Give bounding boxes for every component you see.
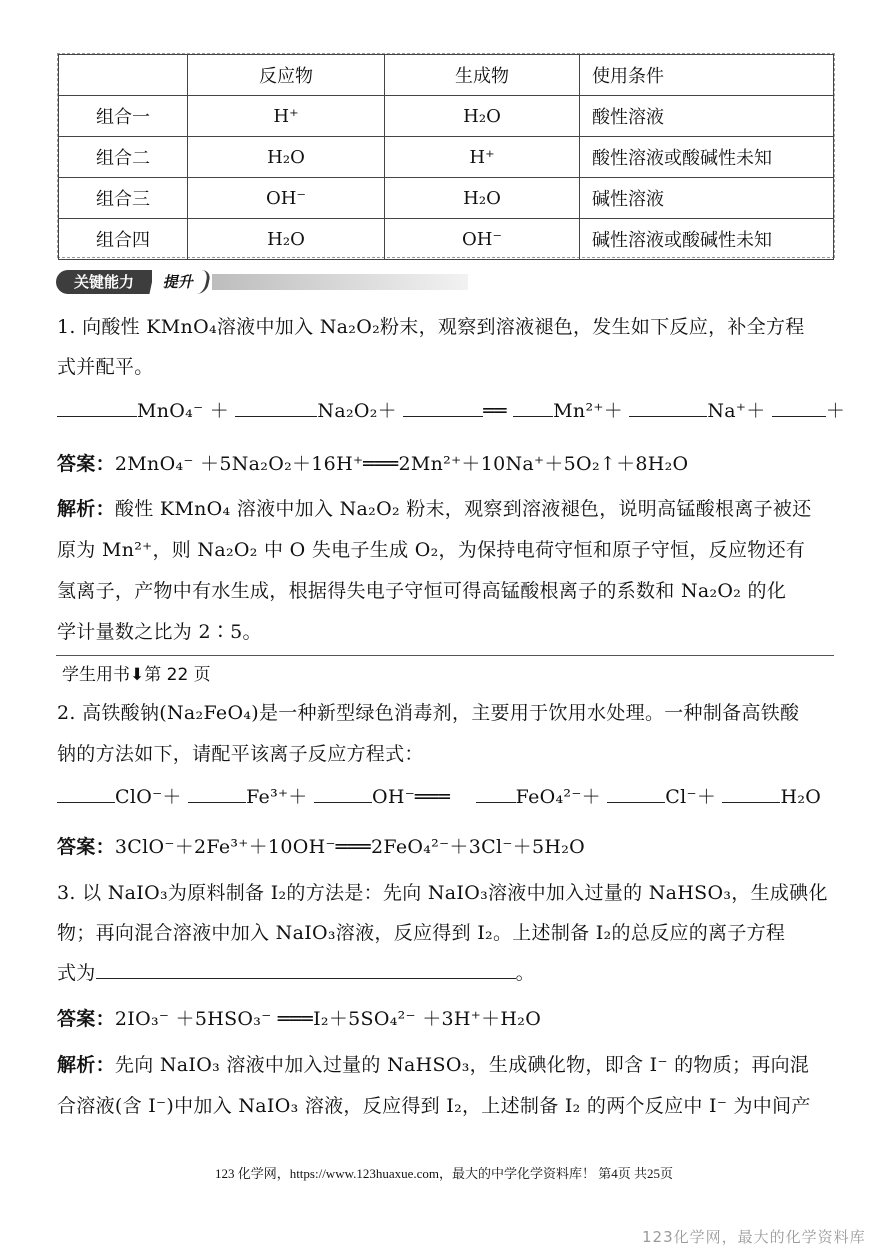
- answer-blank[interactable]: [629, 398, 707, 417]
- analysis-label: 解析：: [57, 1054, 115, 1076]
- q2-eq-term: Cl⁻＋: [665, 786, 717, 808]
- answer-equation: 2IO₃⁻ ＋5HSO₃⁻ ═══I₂＋5SO₄²⁻ ＋3H⁺＋H₂O: [114, 1008, 542, 1030]
- q1-eq-term: Mn²⁺＋: [553, 400, 623, 422]
- answer-blank[interactable]: [476, 784, 516, 803]
- table-header-cell: 生成物: [385, 55, 580, 96]
- answer-blank[interactable]: [96, 960, 516, 979]
- q3-answer: [57, 1006, 541, 1032]
- q1-analysis-line: 氢离子，产物中有水生成，根据得失电子守恒可得高锰酸根离子的系数和 Na₂O₂ 的化: [57, 580, 787, 602]
- combination-name: 组合二: [59, 137, 188, 178]
- reactant-cell: OH⁻: [188, 178, 385, 219]
- table-row: [59, 219, 834, 260]
- answer-blank[interactable]: [772, 398, 826, 417]
- answer-equation: 3ClO⁻＋2Fe³⁺＋10OH⁻═══2FeO₄²⁻＋3Cl⁻＋5H₂O: [114, 836, 586, 858]
- answer-blank[interactable]: [513, 398, 553, 417]
- section-banner: [56, 270, 416, 294]
- q3-analysis-line: 合溶液(含 I⁻)中加入 NaIO₃ 溶液，反应得到 I₂，上述制备 I₂ 的两个反应中 I⁻ 为中间产: [57, 1095, 811, 1117]
- q1-analysis-line: 原为 Mn²⁺，则 Na₂O₂ 中 O 失电子生成 O₂，为保持电荷守恒和原子守恒，反应物还有: [57, 539, 806, 561]
- analysis-text: 酸性 KMnO₄ 溶液中加入 Na₂O₂ 粉末，观察到溶液褪色，说明高锰酸根离子被还: [114, 498, 812, 520]
- table-row: [59, 96, 834, 137]
- product-cell: H⁺: [385, 137, 580, 178]
- reactant-cell: H₂O: [188, 137, 385, 178]
- product-cell: H₂O: [385, 96, 580, 137]
- answer-label: 答案：: [57, 1008, 115, 1030]
- answer-label: 答案：: [57, 836, 115, 858]
- answer-blank[interactable]: [607, 784, 665, 803]
- answer-blank[interactable]: [57, 398, 137, 417]
- q1-text-line2: 式并配平。: [57, 356, 154, 378]
- q3-text-line1: 3. 以 NaIO₃为原料制备 I₂的方法是：先向 NaIO₃溶液中加入过量的 NaHSO₃，生成碘化: [57, 882, 828, 904]
- reactant-cell: H⁺: [188, 96, 385, 137]
- student-book-reference: 学生用书⬇第 22 页: [62, 665, 211, 685]
- page-footer: 123 化学网，https://www.123huaxue.com，最大的中学化学资料库！ 第4页 共25页: [214, 1166, 674, 1181]
- watermark: 123化学网，最大的化学资料库: [642, 1228, 866, 1246]
- condition-cell: 酸性溶液或酸碱性未知: [580, 137, 834, 178]
- q3-analysis-line: [57, 1052, 809, 1078]
- answer-label: 答案：: [57, 453, 115, 475]
- q3-suffix: 。: [515, 962, 535, 984]
- banner-key-ability: 关键能力: [56, 270, 152, 294]
- table-row: [59, 137, 834, 178]
- combination-name: 组合一: [59, 96, 188, 137]
- q1-analysis-line: [57, 496, 812, 522]
- q2-eq-term: H₂O: [780, 786, 822, 808]
- condition-cell: 酸性溶液: [580, 96, 834, 137]
- combination-name: 组合四: [59, 219, 188, 260]
- q1-blank-equation: [57, 398, 845, 424]
- q1-eq-term: ＋: [825, 400, 846, 422]
- q2-eq-term: ClO⁻＋: [115, 786, 182, 808]
- banner-gradient-bar: [212, 274, 468, 290]
- section-divider: [56, 655, 834, 656]
- q2-eq-term: FeO₄²⁻＋: [515, 786, 601, 808]
- reactant-cell: H₂O: [188, 219, 385, 260]
- q1-answer: [57, 451, 688, 477]
- table-header-cell: 反应物: [188, 55, 385, 96]
- answer-equation: 2MnO₄⁻ ＋5Na₂O₂＋16H⁺═══2Mn²⁺＋10Na⁺＋5O₂↑＋8H₂O: [114, 453, 689, 475]
- answer-blank[interactable]: [235, 398, 317, 417]
- q2-answer: [57, 834, 585, 860]
- banner-improve: 提升: [149, 270, 211, 294]
- q3-text-line3: [57, 960, 535, 986]
- analysis-label: 解析：: [57, 498, 115, 520]
- q2-eq-term: OH⁻═══: [371, 786, 451, 808]
- answer-blank[interactable]: [314, 784, 372, 803]
- condition-cell: 碱性溶液或酸碱性未知: [580, 219, 834, 260]
- product-cell: H₂O: [385, 178, 580, 219]
- answer-blank[interactable]: [403, 398, 483, 417]
- q1-eq-arrow: ══: [483, 400, 507, 422]
- table-header-cell: 使用条件: [580, 55, 834, 96]
- product-cell: OH⁻: [385, 219, 580, 260]
- answer-blank[interactable]: [188, 784, 246, 803]
- reaction-combination-table: [57, 53, 835, 258]
- analysis-text: 先向 NaIO₃ 溶液中加入过量的 NaHSO₃，生成碘化物，即含 I⁻ 的物质；再向混: [114, 1054, 810, 1076]
- table-header-row: [59, 55, 834, 96]
- table-header-cell: [59, 55, 188, 96]
- q1-analysis-line: 学计量数之比为 2∶5。: [57, 621, 262, 643]
- q1-eq-term: Na⁺＋: [707, 400, 766, 422]
- answer-blank[interactable]: [722, 784, 780, 803]
- q3-prefix: 式为: [57, 962, 96, 984]
- q2-blank-equation: [57, 784, 821, 810]
- answer-blank[interactable]: [57, 784, 115, 803]
- q1-text-line1: 1. 向酸性 KMnO₄溶液中加入 Na₂O₂粉末，观察到溶液褪色，发生如下反应，补全方程: [57, 316, 805, 338]
- q2-text-line2: 钠的方法如下，请配平该离子反应方程式：: [57, 743, 424, 765]
- q2-text-line1: 2. 高铁酸钠(Na₂FeO₄)是一种新型绿色消毒剂，主要用于饮用水处理。一种制备高铁酸: [57, 702, 800, 724]
- condition-cell: 碱性溶液: [580, 178, 834, 219]
- q3-text-line2: 物；再向混合溶液中加入 NaIO₃溶液，反应得到 I₂。上述制备 I₂的总反应的离子方程: [57, 922, 786, 944]
- q1-eq-term: Na₂O₂＋: [317, 400, 397, 422]
- q1-eq-term: MnO₄⁻ ＋: [137, 400, 230, 422]
- combination-name: 组合三: [59, 178, 188, 219]
- table-row: [59, 178, 834, 219]
- q2-eq-term: Fe³⁺＋: [246, 786, 308, 808]
